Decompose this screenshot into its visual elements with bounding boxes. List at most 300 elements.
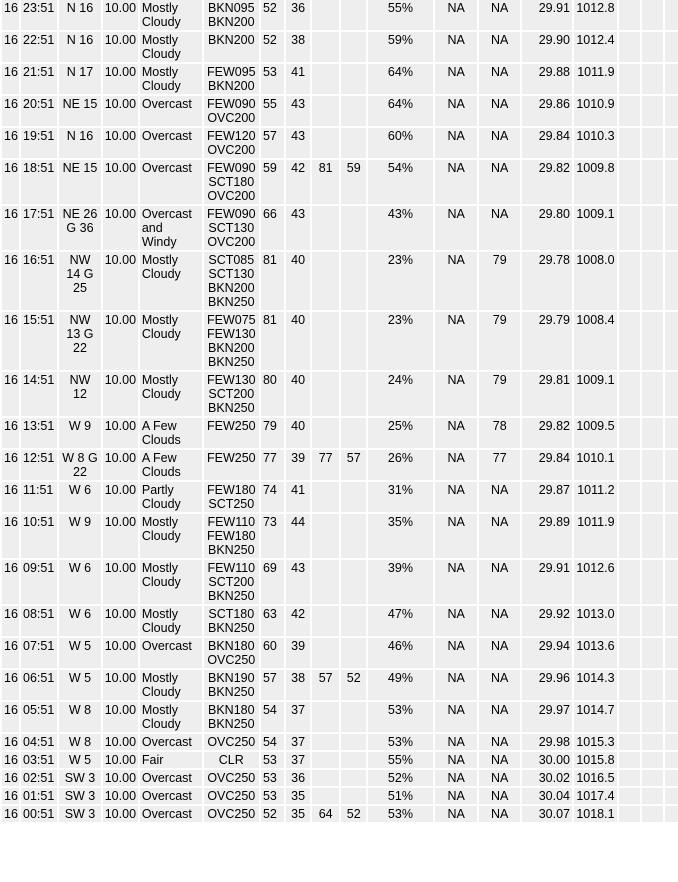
- visibility-cell: 10.00: [103, 252, 138, 310]
- precip-3hr-cell: [642, 252, 663, 310]
- max-6hr-cell: [312, 64, 340, 94]
- altimeter-cell: 29.90: [522, 32, 572, 62]
- weather-cell: Mostly Cloudy: [140, 606, 202, 636]
- date-cell: 16: [2, 206, 19, 250]
- max-6hr-cell: [312, 788, 340, 804]
- weather-cell: Overcast: [140, 160, 202, 204]
- table-row: [2, 32, 678, 62]
- altimeter-cell: 29.79: [522, 312, 572, 370]
- time-cell: 01:51: [21, 788, 57, 804]
- altimeter-cell: 29.89: [522, 514, 572, 558]
- wind-chill-cell: NA: [435, 64, 478, 94]
- dew-point-cell: 44: [286, 514, 309, 558]
- relative-humidity-cell: 64%: [368, 96, 433, 126]
- date-cell: 16: [2, 0, 19, 30]
- min-6hr-cell: [341, 128, 365, 158]
- sea-level-pressure-cell: 1009.1: [574, 206, 617, 250]
- sea-level-pressure-cell: 1015.8: [574, 752, 617, 768]
- date-cell: 16: [2, 312, 19, 370]
- altimeter-cell: 30.02: [522, 770, 572, 786]
- table-row: [2, 96, 678, 126]
- visibility-cell: 10.00: [103, 482, 138, 512]
- wind-chill-cell: NA: [435, 752, 478, 768]
- precip-3hr-cell: [642, 514, 663, 558]
- visibility-cell: 10.00: [103, 0, 138, 30]
- temperature-cell: 53: [261, 788, 284, 804]
- sea-level-pressure-cell: 1009.1: [574, 372, 617, 416]
- table-row: [2, 0, 678, 30]
- weather-cell: Overcast: [140, 770, 202, 786]
- altimeter-cell: 29.91: [522, 0, 572, 30]
- altimeter-cell: 29.87: [522, 482, 572, 512]
- wind-cell: NE 15: [59, 96, 101, 126]
- precip-3hr-cell: [642, 96, 663, 126]
- wind-chill-cell: NA: [435, 770, 478, 786]
- altimeter-cell: 29.80: [522, 206, 572, 250]
- wind-cell: NW 14 G 25: [59, 252, 101, 310]
- time-cell: 07:51: [21, 638, 57, 668]
- relative-humidity-cell: 53%: [368, 806, 433, 822]
- table-row: [2, 734, 678, 750]
- sea-level-pressure-cell: 1018.1: [574, 806, 617, 822]
- table-row: [2, 372, 678, 416]
- altimeter-cell: 29.82: [522, 418, 572, 448]
- relative-humidity-cell: 52%: [368, 770, 433, 786]
- precip-1hr-cell: [619, 252, 640, 310]
- date-cell: 16: [2, 482, 19, 512]
- max-6hr-cell: [312, 752, 340, 768]
- visibility-cell: 10.00: [103, 670, 138, 700]
- sea-level-pressure-cell: 1011.9: [574, 64, 617, 94]
- altimeter-cell: 29.92: [522, 606, 572, 636]
- precip-3hr-cell: [642, 206, 663, 250]
- max-6hr-cell: [312, 96, 340, 126]
- sky-condition-cell: FEW130 SCT200 BKN250: [204, 372, 259, 416]
- wind-cell: W 5: [59, 752, 101, 768]
- min-6hr-cell: [341, 96, 365, 126]
- altimeter-cell: 29.98: [522, 734, 572, 750]
- weather-cell: Overcast: [140, 638, 202, 668]
- precip-1hr-cell: [619, 96, 640, 126]
- time-cell: 08:51: [21, 606, 57, 636]
- max-6hr-cell: [312, 0, 340, 30]
- temperature-cell: 79: [261, 418, 284, 448]
- precip-1hr-cell: [619, 418, 640, 448]
- date-cell: 16: [2, 96, 19, 126]
- max-6hr-cell: [312, 482, 340, 512]
- date-cell: 16: [2, 514, 19, 558]
- table-row: [2, 806, 678, 822]
- precip-3hr-cell: [642, 372, 663, 416]
- visibility-cell: 10.00: [103, 418, 138, 448]
- precip-1hr-cell: [619, 638, 640, 668]
- temperature-cell: 55: [261, 96, 284, 126]
- wind-cell: W 8 G 22: [59, 450, 101, 480]
- weather-cell: Partly Cloudy: [140, 482, 202, 512]
- dew-point-cell: 40: [286, 372, 309, 416]
- wind-chill-cell: NA: [435, 96, 478, 126]
- min-6hr-cell: [341, 372, 365, 416]
- wind-chill-cell: NA: [435, 252, 478, 310]
- precip-1hr-cell: [619, 206, 640, 250]
- time-cell: 06:51: [21, 670, 57, 700]
- date-cell: 16: [4, 735, 18, 749]
- heat-index-cell: NA: [479, 32, 519, 62]
- wind-cell: NW 13 G 22: [59, 312, 101, 370]
- weather-cell: Overcast and Windy: [140, 206, 202, 250]
- precip-1hr-cell: [619, 788, 640, 804]
- temperature-cell: 57: [261, 670, 284, 700]
- sky-condition-cell: FEW090 SCT130 OVC200: [204, 206, 259, 250]
- time-cell: 20:51: [21, 96, 57, 126]
- altimeter-cell: 29.84: [522, 450, 572, 480]
- sea-level-pressure-cell: 1008.4: [574, 312, 617, 370]
- table-row: [2, 160, 678, 204]
- table-row: [2, 638, 678, 668]
- sky-condition-cell: FEW090 SCT180 OVC200: [204, 160, 259, 204]
- time-cell: 00:51: [21, 806, 57, 822]
- min-6hr-cell: [341, 418, 365, 448]
- precip-6hr-cell: [665, 64, 678, 94]
- sea-level-pressure-cell: 1012.6: [574, 560, 617, 604]
- time-cell: 23:51: [21, 0, 57, 30]
- wind-cell: NW 12: [59, 372, 101, 416]
- visibility-cell: 10.00: [103, 160, 138, 204]
- precip-3hr-cell: [642, 770, 663, 786]
- relative-humidity-cell: 26%: [368, 450, 433, 480]
- relative-humidity-cell: 49%: [368, 670, 433, 700]
- min-6hr-cell: [341, 514, 365, 558]
- table-row: [2, 418, 678, 448]
- temperature-cell: 81: [261, 312, 284, 370]
- time-cell: 18:51: [21, 160, 57, 204]
- temperature-cell: 54: [261, 734, 284, 750]
- relative-humidity-cell: 23%: [368, 312, 433, 370]
- wind-cell: NE 15: [59, 160, 101, 204]
- precip-3hr-cell: [642, 752, 663, 768]
- visibility-cell: 10.00: [103, 64, 138, 94]
- min-6hr-cell: 52: [341, 806, 365, 822]
- precip-3hr-cell: [642, 482, 663, 512]
- wind-cell: N 17: [59, 64, 101, 94]
- visibility-cell: 10.00: [103, 702, 138, 732]
- relative-humidity-cell: 64%: [368, 64, 433, 94]
- wind-chill-cell: NA: [435, 806, 478, 822]
- weather-cell: Overcast: [140, 806, 202, 822]
- date-cell: 16: [4, 789, 18, 803]
- heat-index-cell: NA: [479, 96, 519, 126]
- wind-cell: W 9: [59, 514, 101, 558]
- sky-condition-cell: FEW180 SCT250: [204, 482, 259, 512]
- weather-cell: Mostly Cloudy: [140, 514, 202, 558]
- date-cell: 16: [2, 606, 19, 636]
- min-6hr-cell: [341, 606, 365, 636]
- precip-3hr-cell: [642, 0, 663, 30]
- date-cell: 16: [2, 702, 19, 732]
- wind-cell: NE 26 G 36: [59, 206, 101, 250]
- time-cell: 12:51: [21, 450, 57, 480]
- sea-level-pressure-cell: 1014.7: [574, 702, 617, 732]
- wind-chill-cell: NA: [435, 312, 478, 370]
- altimeter-cell: 29.96: [522, 670, 572, 700]
- temperature-cell: 53: [261, 770, 284, 786]
- time-cell: 19:51: [21, 128, 57, 158]
- precip-6hr-cell: [665, 206, 678, 250]
- min-6hr-cell: 57: [341, 450, 365, 480]
- sea-level-pressure-cell: 1011.2: [574, 482, 617, 512]
- precip-6hr-cell: [665, 806, 678, 822]
- precip-1hr-cell: [619, 702, 640, 732]
- sky-condition-cell: BKN180 BKN250: [204, 702, 259, 732]
- max-6hr-cell: [312, 702, 340, 732]
- temperature-cell: 69: [261, 560, 284, 604]
- wind-chill-cell: NA: [435, 606, 478, 636]
- relative-humidity-cell: 43%: [368, 206, 433, 250]
- time-cell: 15:51: [21, 312, 57, 370]
- dew-point-cell: 36: [286, 770, 309, 786]
- heat-index-cell: NA: [479, 482, 519, 512]
- sky-condition-cell: FEW090 OVC200: [204, 96, 259, 126]
- sky-condition-cell: SCT180 BKN250: [204, 606, 259, 636]
- wind-cell: W 6: [59, 560, 101, 604]
- max-6hr-cell: [312, 128, 340, 158]
- sky-condition-cell: FEW110 FEW180 BKN250: [204, 514, 259, 558]
- precip-1hr-cell: [619, 450, 640, 480]
- altimeter-cell: 29.78: [522, 252, 572, 310]
- precip-1hr-cell: [619, 312, 640, 370]
- precip-6hr-cell: [665, 128, 678, 158]
- wind-chill-cell: NA: [435, 514, 478, 558]
- temperature-cell: 77: [261, 450, 284, 480]
- visibility-cell: 10.00: [104, 771, 137, 785]
- precip-6hr-cell: [665, 788, 678, 804]
- precip-1hr-cell: [619, 372, 640, 416]
- visibility-cell: 10.00: [104, 807, 137, 821]
- wind-cell: W 9: [59, 418, 101, 448]
- sky-condition-cell: OVC250: [204, 788, 259, 804]
- weather-cell: Mostly Cloudy: [140, 670, 202, 700]
- temperature-cell: 66: [261, 206, 284, 250]
- precip-6hr-cell: [665, 418, 678, 448]
- temperature-cell: 81: [261, 252, 284, 310]
- precip-3hr-cell: [642, 312, 663, 370]
- time-cell: 17:51: [21, 206, 57, 250]
- heat-index-cell: NA: [479, 206, 519, 250]
- precip-6hr-cell: [665, 670, 678, 700]
- precip-1hr-cell: [619, 128, 640, 158]
- sea-level-pressure-cell: 1017.4: [574, 788, 617, 804]
- dew-point-cell: 35: [286, 788, 309, 804]
- visibility-cell: 10.00: [103, 372, 138, 416]
- visibility-cell: 10.00: [103, 96, 138, 126]
- table-body: [2, 0, 678, 822]
- precip-1hr-cell: [619, 0, 640, 30]
- max-6hr-cell: [312, 312, 340, 370]
- table-row: [2, 64, 678, 94]
- max-6hr-cell: [312, 560, 340, 604]
- precip-3hr-cell: [642, 702, 663, 732]
- date-cell: 16: [2, 252, 19, 310]
- max-6hr-cell: [312, 606, 340, 636]
- relative-humidity-cell: 53%: [368, 702, 433, 732]
- wind-cell: SW 3: [59, 806, 101, 822]
- visibility-cell: 10.00: [103, 606, 138, 636]
- sky-condition-cell: SCT085 SCT130 BKN200 BKN250: [204, 252, 259, 310]
- altimeter-cell: 29.97: [522, 702, 572, 732]
- date-cell: 16: [2, 670, 19, 700]
- precip-6hr-cell: [665, 312, 678, 370]
- time-cell: 09:51: [21, 560, 57, 604]
- precip-3hr-cell: [642, 788, 663, 804]
- wind-cell: N 16: [59, 128, 101, 158]
- wind-chill-cell: NA: [435, 160, 478, 204]
- wind-cell: SW 3: [59, 770, 101, 786]
- wind-chill-cell: NA: [435, 418, 478, 448]
- table-row: [2, 128, 678, 158]
- min-6hr-cell: [341, 64, 365, 94]
- heat-index-cell: NA: [479, 64, 519, 94]
- table-row: [2, 206, 678, 250]
- dew-point-cell: 40: [286, 418, 309, 448]
- date-cell: 16: [2, 638, 19, 668]
- time-cell: 03:51: [21, 752, 57, 768]
- wind-chill-cell: NA: [435, 734, 478, 750]
- precip-6hr-cell: [665, 638, 678, 668]
- heat-index-cell: NA: [479, 806, 519, 822]
- temperature-cell: 80: [261, 372, 284, 416]
- precip-6hr-cell: [665, 160, 678, 204]
- date-cell: 16: [2, 64, 19, 94]
- heat-index-cell: NA: [479, 128, 519, 158]
- heat-index-cell: NA: [479, 0, 519, 30]
- sky-condition-cell: BKN180 OVC250: [204, 638, 259, 668]
- sea-level-pressure-cell: 1010.9: [574, 96, 617, 126]
- temperature-cell: 53: [261, 752, 284, 768]
- precip-1hr-cell: [619, 160, 640, 204]
- wind-cell: W 6: [59, 482, 101, 512]
- precip-6hr-cell: [665, 32, 678, 62]
- table-row: [2, 514, 678, 558]
- relative-humidity-cell: 60%: [368, 128, 433, 158]
- weather-cell: Mostly Cloudy: [140, 32, 202, 62]
- precip-6hr-cell: [665, 372, 678, 416]
- sea-level-pressure-cell: 1016.5: [574, 770, 617, 786]
- wind-cell: N 16: [59, 32, 101, 62]
- precip-6hr-cell: [665, 0, 678, 30]
- precip-3hr-cell: [642, 670, 663, 700]
- time-cell: 04:51: [21, 734, 57, 750]
- sea-level-pressure-cell: 1014.3: [574, 670, 617, 700]
- min-6hr-cell: 59: [341, 160, 365, 204]
- relative-humidity-cell: 24%: [368, 372, 433, 416]
- heat-index-cell: NA: [479, 606, 519, 636]
- precip-3hr-cell: [642, 450, 663, 480]
- max-6hr-cell: 64: [312, 806, 340, 822]
- relative-humidity-cell: 23%: [368, 252, 433, 310]
- temperature-cell: 63: [261, 606, 284, 636]
- dew-point-cell: 38: [286, 670, 309, 700]
- max-6hr-cell: [312, 734, 340, 750]
- date-cell: 16: [2, 560, 19, 604]
- sea-level-pressure-cell: 1009.8: [574, 160, 617, 204]
- time-cell: 02:51: [21, 770, 57, 786]
- altimeter-cell: 30.04: [522, 788, 572, 804]
- wind-cell: W 5: [59, 670, 101, 700]
- sea-level-pressure-cell: 1013.0: [574, 606, 617, 636]
- sky-condition-cell: CLR: [204, 752, 259, 768]
- sky-condition-cell: BKN190 BKN250: [204, 670, 259, 700]
- max-6hr-cell: 77: [312, 450, 340, 480]
- max-6hr-cell: [312, 770, 340, 786]
- weather-cell: Overcast: [140, 734, 202, 750]
- max-6hr-cell: [312, 32, 340, 62]
- wind-cell: W 8: [59, 702, 101, 732]
- weather-cell: Mostly Cloudy: [140, 252, 202, 310]
- dew-point-cell: 37: [286, 734, 309, 750]
- precip-3hr-cell: [642, 734, 663, 750]
- dew-point-cell: 39: [286, 450, 309, 480]
- table-row: [2, 702, 678, 732]
- min-6hr-cell: [341, 702, 365, 732]
- sea-level-pressure-cell: 1010.3: [574, 128, 617, 158]
- precip-1hr-cell: [619, 32, 640, 62]
- precip-1hr-cell: [619, 734, 640, 750]
- min-6hr-cell: [341, 482, 365, 512]
- dew-point-cell: 43: [286, 560, 309, 604]
- wind-chill-cell: NA: [435, 450, 478, 480]
- temperature-cell: 54: [261, 702, 284, 732]
- altimeter-cell: 29.91: [522, 560, 572, 604]
- sky-condition-cell: OVC250: [204, 734, 259, 750]
- date-cell: 16: [4, 807, 18, 821]
- precip-3hr-cell: [642, 560, 663, 604]
- sea-level-pressure-cell: 1011.9: [574, 514, 617, 558]
- sky-condition-cell: BKN200: [204, 32, 259, 62]
- min-6hr-cell: [341, 734, 365, 750]
- weather-cell: A Few Clouds: [140, 418, 202, 448]
- wind-chill-cell: NA: [435, 560, 478, 604]
- precip-1hr-cell: [619, 482, 640, 512]
- min-6hr-cell: [341, 32, 365, 62]
- heat-index-cell: NA: [479, 514, 519, 558]
- precip-1hr-cell: [619, 64, 640, 94]
- precip-1hr-cell: [619, 606, 640, 636]
- sea-level-pressure-cell: 1012.8: [574, 0, 617, 30]
- heat-index-cell: NA: [479, 734, 519, 750]
- visibility-cell: 10.00: [103, 638, 138, 668]
- table-row: [2, 788, 678, 804]
- weather-cell: Overcast: [140, 128, 202, 158]
- sky-condition-cell: OVC250: [204, 770, 259, 786]
- relative-humidity-cell: 54%: [368, 160, 433, 204]
- weather-cell: Overcast: [140, 96, 202, 126]
- wind-chill-cell: NA: [435, 32, 478, 62]
- date-cell: 16: [4, 753, 18, 767]
- wind-chill-cell: NA: [435, 0, 478, 30]
- dew-point-cell: 40: [286, 312, 309, 370]
- dew-point-cell: 43: [286, 96, 309, 126]
- heat-index-cell: NA: [479, 788, 519, 804]
- wind-cell: SW 3: [59, 788, 101, 804]
- precip-3hr-cell: [642, 418, 663, 448]
- precip-3hr-cell: [642, 806, 663, 822]
- sea-level-pressure-cell: 1008.0: [574, 252, 617, 310]
- weather-cell: Overcast: [140, 788, 202, 804]
- max-6hr-cell: [312, 372, 340, 416]
- wind-chill-cell: NA: [435, 206, 478, 250]
- altimeter-cell: 29.86: [522, 96, 572, 126]
- weather-cell: A Few Clouds: [140, 450, 202, 480]
